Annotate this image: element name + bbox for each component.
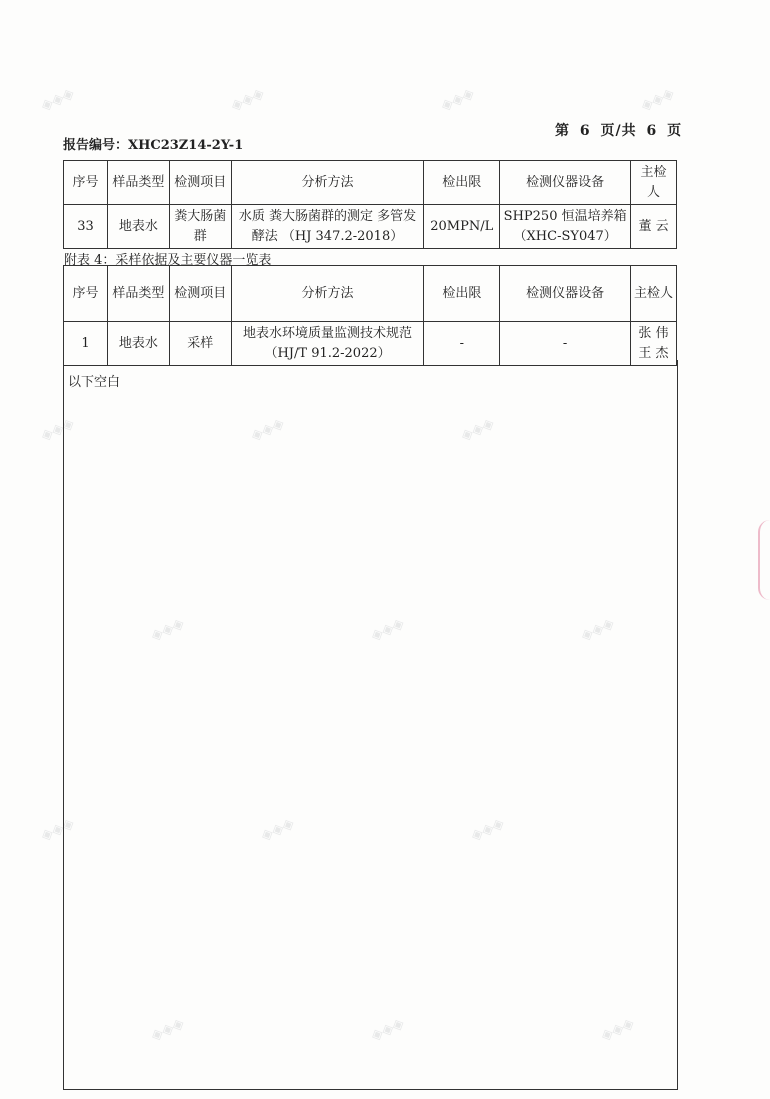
seal-edge — [758, 520, 770, 600]
header-cell: 检测项目 — [169, 266, 231, 322]
header-cell: 检测仪器设备 — [500, 266, 631, 322]
header-cell: 样品类型 — [107, 266, 169, 322]
sampling-table — [63, 265, 677, 366]
method-line: 酵法 （HJ 347.2-2018） — [251, 228, 404, 244]
header-cell: 检测仪器设备 — [500, 161, 631, 205]
watermark-logo: ◈◈◈ — [147, 613, 187, 645]
watermark-logo: ◈◈◈ — [247, 413, 287, 445]
cell-equipment: - — [500, 322, 631, 366]
inspector-line: 王 杰 — [638, 345, 669, 361]
page-label: 页 — [667, 123, 683, 139]
blank-area — [63, 360, 678, 1090]
page-current: 6 — [579, 123, 591, 139]
watermark-logo: ◈◈◈ — [147, 1013, 187, 1045]
watermark-logo: ◈◈◈ — [457, 413, 497, 445]
page-total: 6 — [646, 123, 658, 139]
equipment-line: （XHC-SY047） — [513, 228, 617, 244]
method-line: 地表水环境质量监测技术规范 — [243, 326, 413, 341]
watermark-logo: ◈◈◈ — [227, 83, 267, 115]
report-number: 报告编号：XHC23Z14-2Y-1 — [63, 138, 244, 153]
header-cell: 分析方法 — [231, 266, 424, 322]
cell-item: 粪大肠菌群 — [169, 205, 231, 249]
inspector-line: 张 伟 — [638, 326, 669, 341]
cell-limit: 20MPN/L — [424, 205, 500, 249]
cell-no: 1 — [64, 322, 108, 366]
page-label: 页/共 — [600, 123, 637, 139]
cell-equipment — [500, 205, 631, 249]
page-number — [553, 120, 684, 140]
watermark-logo: ◈◈◈ — [637, 83, 677, 115]
watermark-logo: ◈◈◈ — [37, 413, 77, 445]
blank-note: 以下空白 — [68, 375, 121, 390]
cell-sample-type: 地表水 — [107, 205, 169, 249]
cell-method — [231, 322, 424, 366]
watermark-logo: ◈◈◈ — [437, 83, 477, 115]
watermark-logo: ◈◈◈ — [37, 83, 77, 115]
header-cell: 检出限 — [424, 161, 500, 205]
watermark-logo: ◈◈◈ — [597, 1013, 637, 1045]
cell-method — [231, 205, 424, 249]
equipment-line: SHP250 恒温培养箱 — [503, 209, 627, 224]
cell-sample-type: 地表水 — [107, 322, 169, 366]
method-line: （HJ/T 91.2-2022） — [264, 345, 391, 361]
header-cell: 样品类型 — [107, 161, 169, 205]
method-line: 水质 粪大肠菌群的测定 多管发 — [238, 209, 417, 224]
cell-inspector — [630, 322, 676, 366]
watermark-logo: ◈◈◈ — [37, 813, 77, 845]
watermark-logo: ◈◈◈ — [577, 613, 617, 645]
table-row — [64, 205, 677, 249]
table-header-row — [64, 266, 677, 322]
header-cell: 序号 — [64, 161, 108, 205]
watermark-logo: ◈◈◈ — [467, 813, 507, 845]
page-label: 第 — [555, 123, 570, 139]
appendix-caption: 附表 4：采样依据及主要仪器一览表 — [64, 253, 272, 268]
cell-inspector: 董 云 — [631, 205, 677, 249]
header-cell: 主检人 — [630, 266, 676, 322]
watermark-logo: ◈◈◈ — [367, 613, 407, 645]
cell-no: 33 — [64, 205, 108, 249]
watermark-logo: ◈◈◈ — [367, 1013, 407, 1045]
header-cell: 主检人 — [631, 161, 677, 205]
table-row — [64, 322, 677, 366]
header-cell: 检测项目 — [169, 161, 231, 205]
header-cell: 检出限 — [424, 266, 500, 322]
header-cell: 序号 — [64, 266, 108, 322]
table-header-row — [64, 161, 677, 205]
results-table — [63, 160, 677, 249]
header-cell: 分析方法 — [231, 161, 424, 205]
cell-limit: - — [424, 322, 500, 366]
cell-item: 采样 — [169, 322, 231, 366]
watermark-logo: ◈◈◈ — [257, 813, 297, 845]
